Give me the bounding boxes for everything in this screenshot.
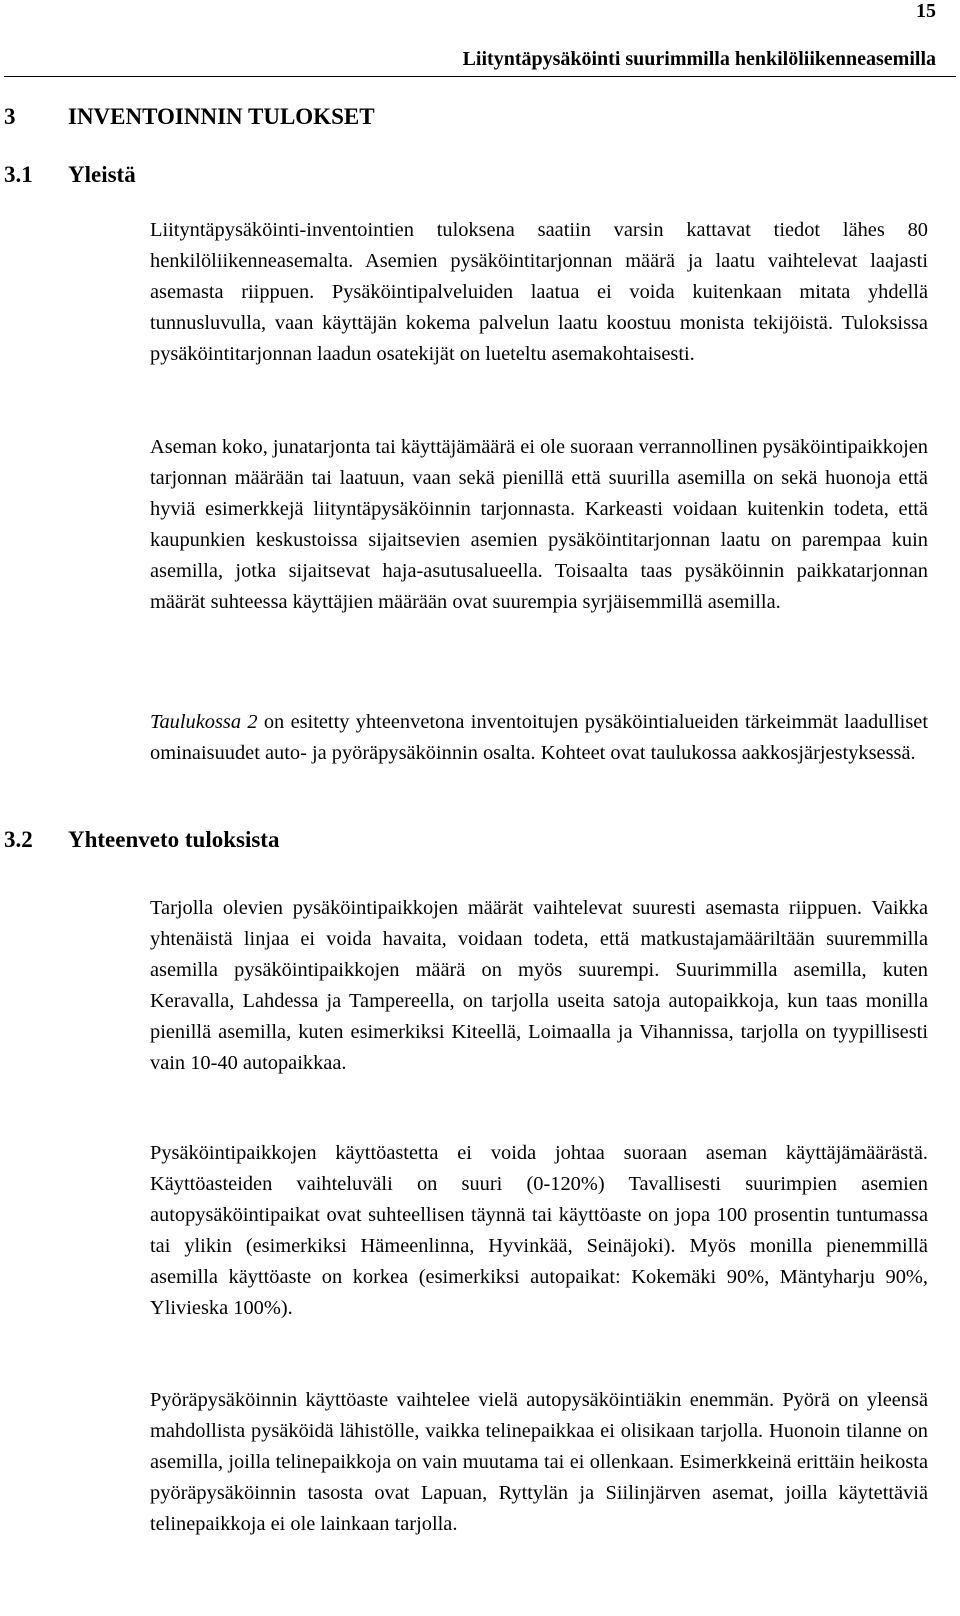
paragraph-4: Tarjolla olevien pysäköintipaikkojen määrät vaihtelevat suuresti asemasta riippuen. Vaikka yhtenäistä linjaa ei voida havaita, voidaan todeta, että matkustajamääriltään suuremmilla asemilla pysäköintipaikkojen määrä on myös suurempi. Suurimmilla asemilla, kuten Keravalla, Lahdessa ja Tampereella, on tarjolla useita satoja autopaikkoja, kun taas monilla pienillä asemilla, kuten esimerkiksi Kiteellä, Loimaalla ja Vihannissa, tarjolla on tyypillisesti vain 10-40 autopaikkaa. [150,897,928,1074]
paragraph-3 [150,707,928,769]
section-number: 3.1 [4,162,33,187]
section-number: 3.2 [4,827,33,852]
section-title: Yleistä [68,162,136,187]
running-header: Liityntäpysäköinti suurimmilla henkilöliikenneasemilla [462,48,936,70]
section-title: Yhteenveto tuloksista [68,827,280,852]
header-rule [4,76,956,77]
section-heading-3-2 [4,827,279,853]
page-number: 15 [916,0,936,22]
section-heading-3 [4,104,375,130]
section-number: 3 [4,104,16,129]
table-reference: Taulukossa 2 [150,711,258,733]
paragraph-6: Pyöräpysäköinnin käyttöaste vaihtelee vielä autopysäköintiäkin enemmän. Pyörä on yleensä mahdollista pysäköidä lähistölle, vaikka telinepaikkaa ei olisikaan tarjolla. Huonoin tilanne on asemilla, joilla telinepaikkoja on vain muutama tai ei ollenkaan. Esimerkkeinä erittäin heikosta pyöräpysäköinnin tasosta ovat Lapuan, Ryttylän ja Siilinjärven asemat, joilla käytettäviä telinepaikkoja ei ole lainkaan tarjolla. [150,1389,928,1535]
paragraph-2: Aseman koko, junatarjonta tai käyttäjämäärä ei ole suoraan verrannollinen pysäköintipaikkojen tarjonnan määrään tai laatuun, vaan sekä pienillä että suurilla asemilla on sekä huonoja että hyviä esimerkkejä liityntäpysäköinnin tarjonnasta. Karkeasti voidaan kuitenkin todeta, että kaupunkien keskustoissa sijaitsevien asemien pysäköintitarjonnan laatu on parempaa kuin asemilla, jotka sijaitsevat haja-asutusalueella. Toisaalta taas pysäköinnin paikkatarjonnan määrät suhteessa käyttäjien määrään ovat suurempia syrjäisemmillä asemilla. [150,436,928,613]
paragraph-5: Pysäköintipaikkojen käyttöastetta ei voida johtaa suoraan aseman käyttäjämäärästä. Käyttöasteiden vaihteluväli on suuri (0-120%) Tavallisesti suurimpien asemien autopysäköintipaikat ovat suhteellisen täynnä tai käyttöaste on jopa 100 prosentin tuntumassa tai ylikin (esimerkiksi Hämeenlinna, Hyvinkää, Seinäjoki). Myös monilla pienemmillä asemilla käyttöaste on korkea (esimerkiksi autopaikat: Kokemäki 90%, Mäntyharju 90%, Ylivieska 100%). [150,1142,928,1319]
paragraph-3-text: on esitetty yhteenvetona inventoitujen pysäköintialueiden tärkeimmät laadulliset ominaisuudet auto- ja pyöräpysäköinnin osalta. Kohteet ovat taulukossa aakkosjärjestyksessä. [150,711,928,764]
section-title: INVENTOINNIN TULOKSET [68,104,375,129]
paragraph-1: Liityntäpysäköinti-inventointien tuloksena saatiin varsin kattavat tiedot lähes 80 henkilöliikenneasemalta. Asemien pysäköintitarjonnan määrä ja laatu vaihtelevat laajasti asemasta riippuen. Pysäköintipalveluiden laatua ei voida kuitenkaan mitata yhdellä tunnusluvulla, vaan käyttäjän kokema palvelun laatu koostuu monista tekijöistä. Tuloksissa pysäköintitarjonnan laadun osatekijät on lueteltu asemakohtaisesti. [150,219,928,365]
section-heading-3-1 [4,162,136,188]
